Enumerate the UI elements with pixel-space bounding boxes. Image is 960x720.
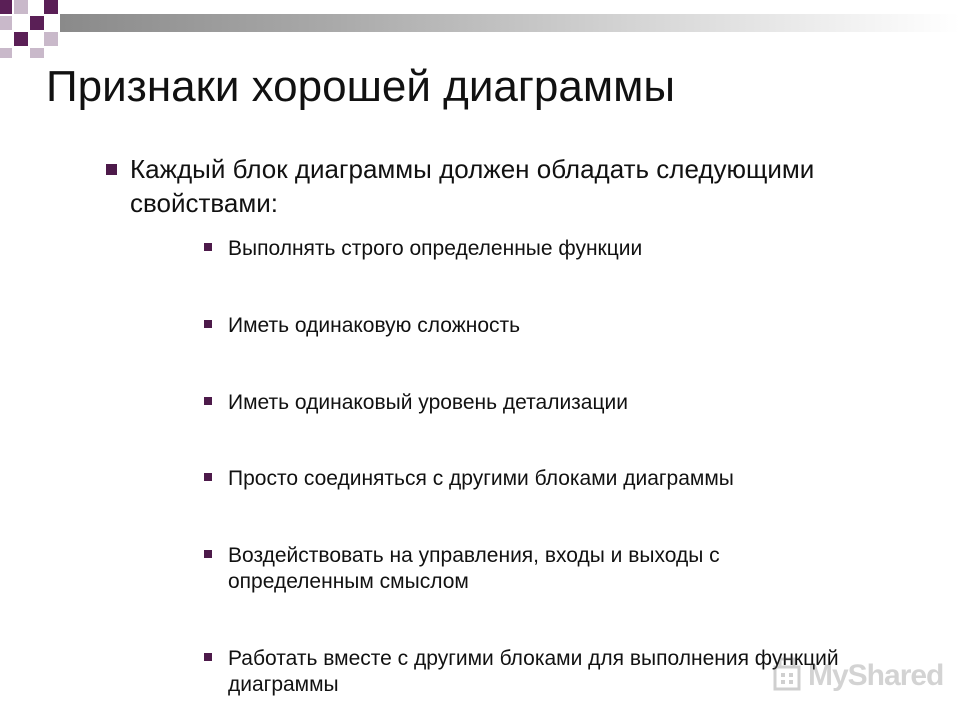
decor-square [44, 32, 58, 46]
main-bullet-point [106, 152, 866, 220]
building-icon [772, 657, 802, 691]
square-bullet-icon [106, 164, 117, 175]
decor-square [14, 0, 28, 14]
decor-square [14, 32, 28, 46]
square-bullet-icon [204, 320, 212, 328]
sub-bullet-text: Иметь одинаковую сложность [228, 314, 521, 337]
watermark [772, 655, 950, 695]
sub-bullet-point [204, 466, 904, 492]
decor-square [0, 0, 12, 14]
sub-bullet-text: Воздействовать на управления, входы и выходы с определенным смыслом [228, 544, 720, 593]
decor-square [0, 16, 12, 30]
sub-bullet-point [204, 236, 904, 262]
sub-bullet-point [204, 390, 904, 416]
sub-bullet-text: Иметь одинаковый уровень детализации [228, 391, 628, 414]
square-bullet-icon [204, 653, 212, 661]
slide-title: Признаки хорошей диаграммы [46, 62, 675, 111]
main-bullet-text: Каждый блок диаграммы должен обладать следующими свойствами: [130, 154, 815, 218]
decor-square [44, 0, 58, 14]
sub-bullet-text: Выполнять строго определенные функции [228, 237, 643, 260]
decor-square [30, 16, 44, 30]
watermark-text: MyShared [808, 659, 944, 692]
square-bullet-icon [204, 243, 212, 251]
square-bullet-icon [204, 473, 212, 481]
sub-bullet-text: Работать вместе с другими блоками для выполнения функций диаграммы [228, 647, 839, 696]
header-decoration [0, 0, 960, 60]
square-bullet-icon [204, 550, 212, 558]
header-gradient-bar [60, 14, 960, 32]
square-bullet-icon [204, 397, 212, 405]
decor-square [0, 48, 12, 58]
sub-bullet-point [204, 313, 904, 339]
sub-bullet-point [204, 543, 864, 595]
decor-square [30, 48, 44, 58]
sub-bullet-text: Просто соединяться с другими блоками диаграммы [228, 467, 734, 490]
